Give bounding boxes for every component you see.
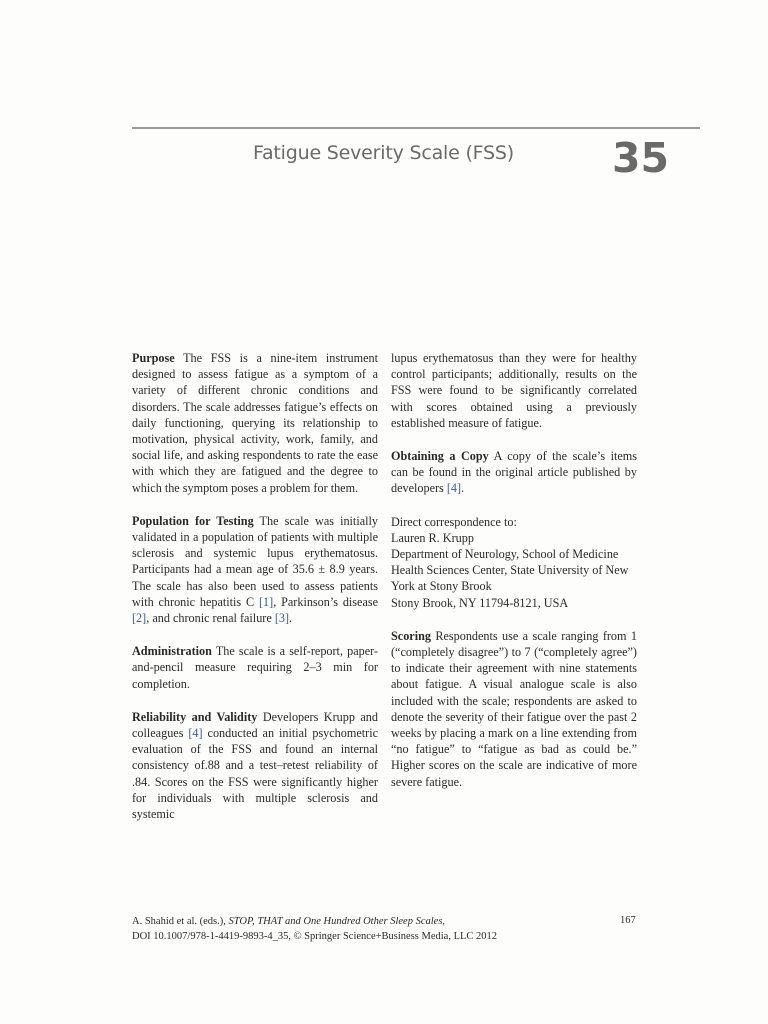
scoring-paragraph [391, 628, 637, 790]
reference-link-4[interactable]: [4] [188, 726, 203, 741]
scoring-text: Respondents use a scale ranging from 1 (“completely disagree”) to 7 (“completely agree”) to indicate their agreement with nine statements about fatigue. A visual analogue scale is also included with the scale; respondents are asked to denote the severity of their fatigue over the past 2 weeks by placing a mark on a line extending from “no fatigue” to “fatigue as bad as could be.” Higher scores on the scale are indicative of more severe fatigue. [391, 628, 637, 789]
footer-citation [132, 915, 497, 944]
reference-link-2[interactable]: [2] [132, 611, 147, 626]
top-rule [132, 127, 700, 129]
population-text-2: , Parkinson’s disease [273, 594, 379, 609]
chapter-title: Fatigue Severity Scale (FSS) [253, 142, 514, 164]
administration-heading: Administration [132, 644, 212, 659]
footer-citation-prefix: A. Shahid et al. (eds.), [132, 916, 229, 927]
population-text-4: . [289, 611, 293, 626]
reference-link-4b[interactable]: [4] [446, 481, 462, 496]
correspondence-line-1: Direct correspondence to: [391, 514, 517, 529]
correspondence-department: Department of Neurology, School of Medicine [391, 547, 619, 562]
reliability-continued-text: lupus erythematosus than they were for healthy control participants; additionally, results on the FSS were found to be significantly correlated with scores obtained using a previously established measure of fatigue. [391, 351, 637, 430]
left-column [132, 350, 378, 839]
population-heading: Population for Testing [132, 513, 254, 528]
footer-book-title: STOP, THAT and One Hundred Other Sleep Scales, [228, 916, 446, 927]
correspondence-name: Lauren R. Krupp [391, 530, 474, 545]
reliability-paragraph [132, 709, 378, 822]
obtaining-heading: Obtaining a Copy [391, 449, 489, 464]
reference-link-3[interactable]: [3] [274, 611, 290, 626]
reliability-text-2: conducted an initial psychometric evaluation of the FSS and found an internal consistency of.88 and a test–retest reliability of .84. Scores on the FSS were significantly higher for individuals with multiple sclerosis and systemic [132, 726, 379, 822]
correspondence-address: Stony Brook, NY 11794-8121, USA [391, 595, 569, 610]
reliability-heading: Reliability and Validity [132, 709, 258, 724]
purpose-heading: Purpose [132, 351, 175, 365]
obtaining-text-1: A copy of the scale’s items can be found in the original article published by developers [391, 449, 637, 496]
population-text-3: , and chronic renal failure [146, 611, 272, 626]
purpose-paragraph [132, 350, 378, 496]
population-text-1: The scale was initially validated in a population of patients with multiple sclerosis and systemic lupus erythematosus. Participants had a mean age of 35.6 ± 8.9 years. The scale has also been used to assess patients with chronic hepatitis C [132, 513, 378, 609]
footer-citation-line [132, 915, 497, 930]
footer-doi: DOI 10.1007/978-1-4419-9893-4_35, © Springer Science+Business Media, LLC 2012 [132, 930, 498, 942]
reliability-continued-paragraph [391, 350, 637, 431]
right-column [391, 350, 637, 807]
administration-text: The scale is a self-report, paper-and-pencil measure requiring 2–3 min for completion. [132, 644, 379, 691]
reference-link-1[interactable]: [1] [259, 594, 274, 609]
obtaining-text-2: . [461, 481, 465, 496]
administration-paragraph [132, 643, 378, 692]
correspondence-block [391, 514, 637, 611]
population-paragraph [132, 513, 378, 626]
chapter-number: 35 [612, 134, 670, 182]
obtaining-paragraph [391, 448, 637, 497]
scoring-heading: Scoring [391, 628, 431, 643]
correspondence-institution: Health Sciences Center, State University of New York at Stony Brook [391, 563, 629, 594]
page-number: 167 [620, 915, 636, 926]
purpose-text: The FSS is a nine-item instrument designed to assess fatigue as a symptom of a variety of different chronic conditions and disorders. The scale addresses fatigue’s effects on daily functioning, querying its relationship to motivation, physical activity, work, family, and social life, and asking respondents to rate the ease with which they are fatigued and the degree to which the symptom poses a problem for them. [132, 351, 379, 495]
reliability-text-1: Developers Krupp and colleagues [132, 709, 378, 741]
